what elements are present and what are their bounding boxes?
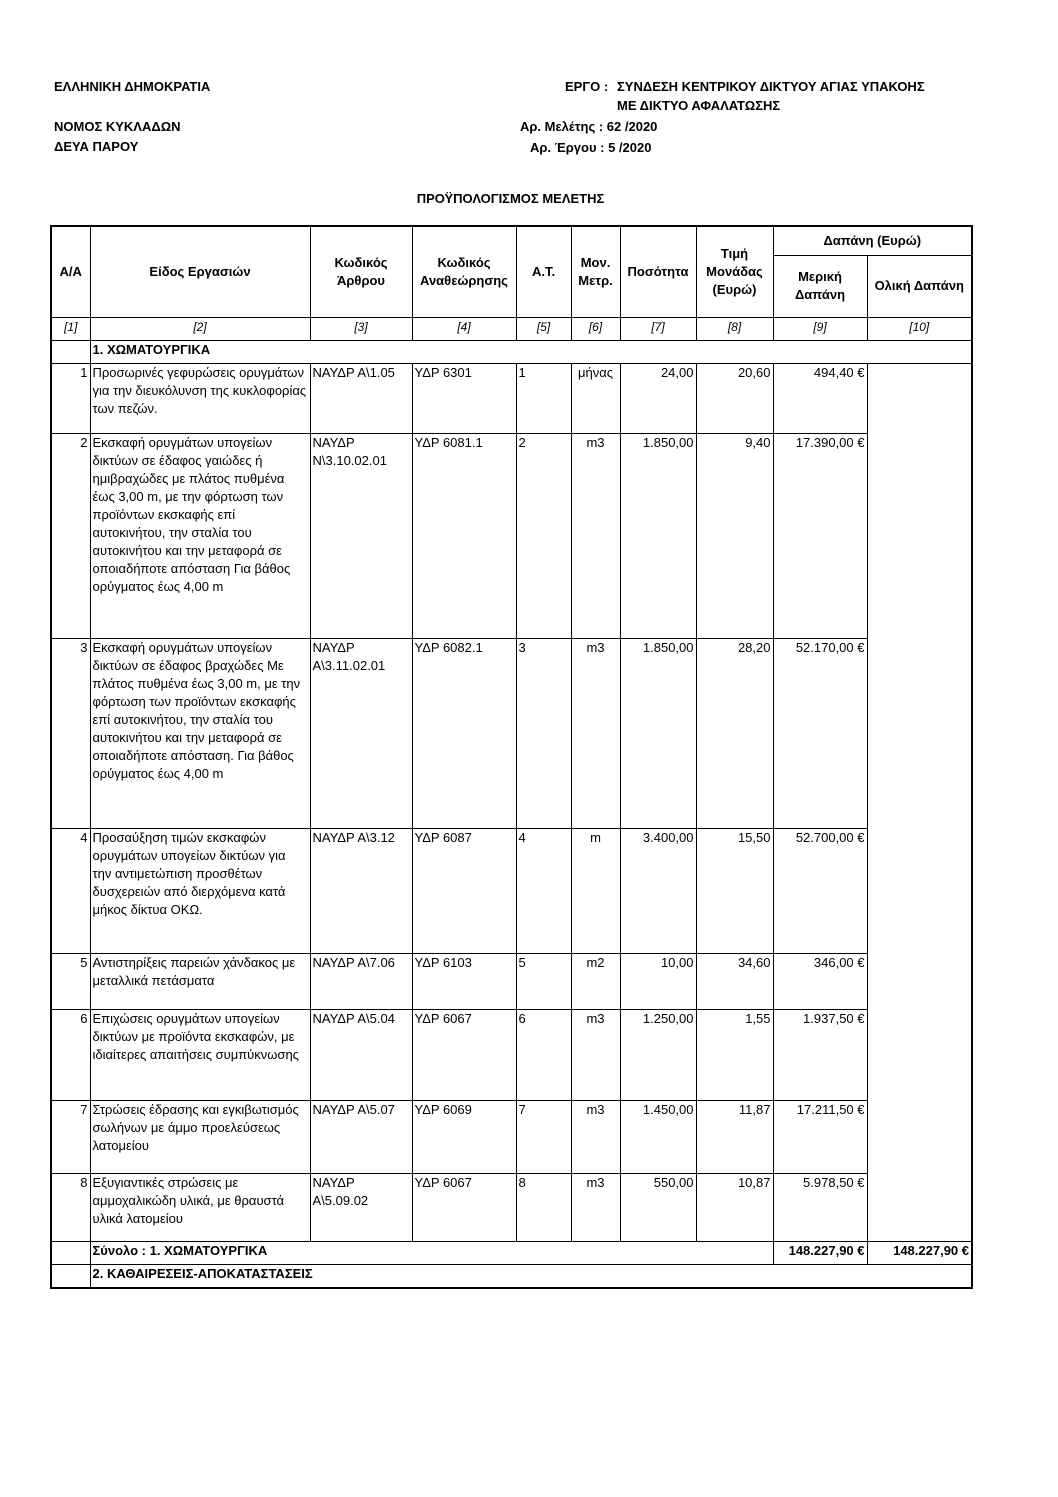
row-unit-price: 34,60 [696,953,773,1009]
column-index: [10] [867,317,972,340]
row-code-article: ΝΑΥΔΡ Α\7.06 [310,953,412,1009]
row-code-revision: ΥΔΡ 6067 [412,1009,516,1100]
row-code-article: ΝΑΥΔΡ Α\3.11.02.01 [310,638,412,828]
row-code-article: ΝΑΥΔΡ Α\3.12 [310,828,412,953]
row-unit: m2 [571,953,620,1009]
row-quantity: 1.450,00 [620,1100,696,1173]
row-partial-cost: 17.390,00 € [773,433,867,638]
row-at: 4 [516,828,571,953]
subtotal-total: 148.227,90 € [867,1241,972,1264]
row-code-article: ΝΑΥΔΡ Α\1.05 [310,363,412,433]
row-unit: μήνας [571,363,620,433]
row-quantity: 1.850,00 [620,433,696,638]
column-index: [6] [571,317,620,340]
col-header-cost-group: Δαπάνη (Ευρώ) [773,226,972,255]
row-description: Στρώσεις έδρασης και εγκιβωτισμός σωλήνων με άμμο προελεύσεως λατομείου [90,1100,310,1173]
row-code-revision: ΥΔΡ 6301 [412,363,516,433]
col-header-unit: Μον. Μετρ. [571,226,620,317]
study-number: Αρ. Μελέτης : 62 /2020 [520,119,658,134]
table-row [51,1173,972,1241]
row-code-article: ΝΑΥΔΡ Α\5.04 [310,1009,412,1100]
table-row [51,1100,972,1173]
row-aa: 4 [51,828,90,953]
row-description: Εξυγιαντικές στρώσεις με αμμοχαλικώδη υλικά, με θραυστά υλικά λατομείου [90,1173,310,1241]
row-code-revision: ΥΔΡ 6081.1 [412,433,516,638]
row-quantity: 1.250,00 [620,1009,696,1100]
row-at: 7 [516,1100,571,1173]
row-unit-price: 1,55 [696,1009,773,1100]
row-aa: 5 [51,953,90,1009]
row-at: 6 [516,1009,571,1100]
col-header-at: Α.Τ. [516,226,571,317]
row-code-article: ΝΑΥΔΡ Α\5.07 [310,1100,412,1173]
row-unit-price: 10,87 [696,1173,773,1241]
col-header-qty: Ποσότητα [620,226,696,317]
row-partial-cost: 1.937,50 € [773,1009,867,1100]
subtotal-label: Σύνολο : 1. ΧΩΜΑΤΟΥΡΓΙΚΑ [90,1241,773,1264]
column-index: [2] [90,317,310,340]
row-quantity: 10,00 [620,953,696,1009]
row-partial-cost: 494,40 € [773,363,867,433]
total-cost-blank [867,363,972,1241]
row-partial-cost: 52.170,00 € [773,638,867,828]
row-partial-cost: 52.700,00 € [773,828,867,953]
row-at: 8 [516,1173,571,1241]
row-code-revision: ΥΔΡ 6067 [412,1173,516,1241]
row-at: 3 [516,638,571,828]
row-partial-cost: 346,00 € [773,953,867,1009]
table-row [51,828,972,953]
col-header-unit-price: Τιμή Μονάδας (Ευρώ) [696,226,773,317]
column-index: [9] [773,317,867,340]
column-index: [1] [51,317,90,340]
work-number: Αρ. Έργου : 5 /2020 [530,140,652,155]
subtotal-row [51,1241,972,1264]
row-description: Προσωρινές γεφυρώσεις ορυγμάτων για την διευκόλυνση της κυκλοφορίας των πεζών. [90,363,310,433]
row-code-article: ΝΑΥΔΡ Α\5.09.02 [310,1173,412,1241]
col-header-aa: Α/Α [51,226,90,317]
subtotal-partial: 148.227,90 € [773,1241,867,1264]
column-index: [7] [620,317,696,340]
row-code-article: ΝΑΥΔΡ Ν\3.10.02.01 [310,433,412,638]
row-quantity: 550,00 [620,1173,696,1241]
section-row [51,1264,972,1288]
row-unit-price: 15,50 [696,828,773,953]
row-quantity: 1.850,00 [620,638,696,828]
row-unit-price: 28,20 [696,638,773,828]
project-label: ΕΡΓΟ : [565,79,609,94]
header-authority: ΔΕΥΑ ΠΑΡΟΥ [54,139,139,154]
project-title-line1: ΣΥΝΔΕΣΗ ΚΕΝΤΡΙΚΟΥ ΔΙΚΤΥΟΥ ΑΓΙΑΣ ΥΠΑΚΟΗΣ [617,79,925,94]
row-partial-cost: 5.978,50 € [773,1173,867,1241]
column-index: [8] [696,317,773,340]
row-at: 2 [516,433,571,638]
row-aa: 8 [51,1173,90,1241]
row-unit: m [571,828,620,953]
row-unit: m3 [571,638,620,828]
row-quantity: 24,00 [620,363,696,433]
project-title-line2: ΜΕ ΔΙΚΤΥΟ ΑΦΑΛΑΤΩΣΗΣ [617,98,781,113]
column-index-row [51,317,972,340]
row-code-revision: ΥΔΡ 6103 [412,953,516,1009]
row-aa: 2 [51,433,90,638]
section-row [51,340,972,363]
table-row [51,953,972,1009]
column-index: [3] [310,317,412,340]
page-title: ΠΡΟΫΠΟΛΟΓΙΣΜΟΣ ΜΕΛΕΤΗΣ [416,191,605,206]
row-unit: m3 [571,433,620,638]
row-unit: m3 [571,1100,620,1173]
row-description: Εκσκαφή ορυγμάτων υπογείων δικτύων σε έδαφος βραχώδες Με πλάτος πυθμένα έως 3,00 m, με την φόρτωση των προϊόντων εκσκαφής επί αυτοκινήτου, την σταλία του αυτοκινήτου και την μεταφορά σε οποιαδήποτε απόσταση. Για βάθος ορύγματος έως 4,00 m [90,638,310,828]
row-aa: 6 [51,1009,90,1100]
row-at: 1 [516,363,571,433]
table-row [51,638,972,828]
row-code-revision: ΥΔΡ 6087 [412,828,516,953]
col-header-code-revision: Κωδικός Αναθεώρησης [412,226,516,317]
table-row [51,1009,972,1100]
row-description: Αντιστηρίξεις παρειών χάνδακος με μεταλλικά πετάσματα [90,953,310,1009]
table-row [51,433,972,638]
col-header-type: Είδος Εργασιών [90,226,310,317]
row-unit-price: 11,87 [696,1100,773,1173]
row-description: Εκσκαφή ορυγμάτων υπογείων δικτύων σε έδαφος γαιώδες ή ημιβραχώδες με πλάτος πυθμένα έως 3,00 m, με την φόρτωση των προϊόντων εκσκαφής επί αυτοκινήτου, την σταλία του αυτοκινήτου και την μεταφορά σε οποιαδήποτε απόσταση Για βάθος ορύγματος έως 4,00 m [90,433,310,638]
budget-table [50,225,973,1289]
row-code-revision: ΥΔΡ 6069 [412,1100,516,1173]
row-description: Προσαύξηση τιμών εκσκαφών ορυγμάτων υπογείων δικτύων για την αντιμετώπιση προσθέτων δυσχερειών από διερχόμενα κατά μήκος δίκτυα ΟΚΩ. [90,828,310,953]
row-unit: m3 [571,1173,620,1241]
column-index: [5] [516,317,571,340]
section-title: 2. ΚΑΘΑΙΡΕΣΕΙΣ-ΑΠΟΚΑΤΑΣΤΑΣΕΙΣ [90,1264,972,1288]
row-aa: 1 [51,363,90,433]
col-header-partial: Μερική Δαπάνη [773,255,867,317]
col-header-code-article: Κωδικός Άρθρου [310,226,412,317]
header-republic: ΕΛΛΗΝΙΚΗ ΔΗΜΟΚΡΑΤΙΑ [54,79,211,94]
row-quantity: 3.400,00 [620,828,696,953]
col-header-total: Ολική Δαπάνη [867,255,972,317]
section-title: 1. ΧΩΜΑΤΟΥΡΓΙΚΑ [90,340,972,363]
row-code-revision: ΥΔΡ 6082.1 [412,638,516,828]
row-unit: m3 [571,1009,620,1100]
row-unit-price: 20,60 [696,363,773,433]
column-index: [4] [412,317,516,340]
row-aa: 7 [51,1100,90,1173]
row-unit-price: 9,40 [696,433,773,638]
row-partial-cost: 17.211,50 € [773,1100,867,1173]
row-at: 5 [516,953,571,1009]
table-row [51,363,972,433]
row-description: Επιχώσεις ορυγμάτων υπογείων δικτύων με προϊόντα εκσκαφών, με ιδιαίτερες απαιτήσεις συμπύκνωσης [90,1009,310,1100]
row-aa: 3 [51,638,90,828]
header-prefecture: ΝΟΜΟΣ ΚΥΚΛΑΔΩΝ [54,119,181,134]
